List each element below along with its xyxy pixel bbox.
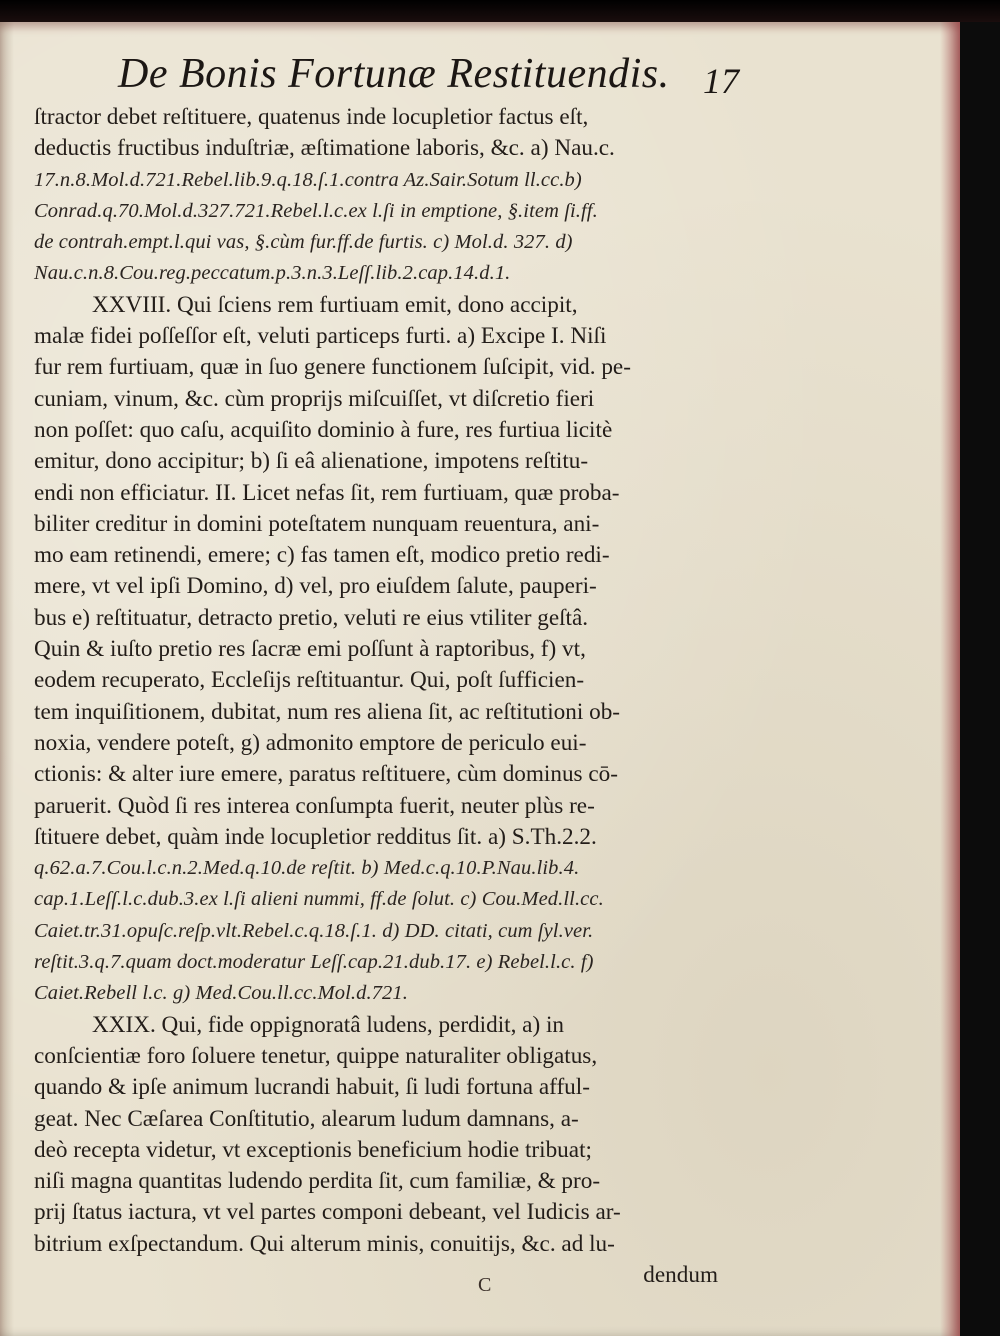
text-line: ſtractor debet reſtituere, quatenus inde locupletior factus eſt, — [34, 104, 589, 130]
text-line: Caiet.tr.31.opuſc.reſp.vlt.Rebel.c.q.18.ſ.1. d) DD. citati, cum ſyl.ver. — [34, 919, 594, 942]
text-line: emitur, dono accipitur; b) ſi eâ alienatione, impotens reſtitu- — [34, 448, 589, 475]
text-line: Nau.c.n.8.Cou.reg.peccatum.p.3.n.3.Leſſ.lib.2.cap.14.d.1. — [34, 262, 511, 285]
text-line: quando & ipſe animum lucrandi habuit, ſi ludi fortuna afful- — [34, 1074, 590, 1101]
text-line: bus e) reſtituatur, detracto pretio, veluti re eius vtiliter geſtâ. — [34, 604, 589, 631]
text-line: q.62.a.7.Cou.l.c.n.2.Med.q.10.de reſtit. b) Med.c.q.10.P.Nau.lib.4. — [34, 857, 580, 880]
text-line: XXVIII. Qui ſciens rem furtiuam emit, dono accipit, — [92, 291, 578, 318]
text-line: Conrad.q.70.Mol.d.327.721.Rebel.l.c.ex l.ſi in emptione, §.item ſi.ff. — [34, 199, 598, 222]
text-line: tem inquiſitionem, dubitat, num res aliena ſit, ac reſtitutioni ob- — [34, 698, 621, 725]
text-line: fur rem furtiuam, quæ in ſuo genere functionem ſuſcipit, vid. pe- — [34, 354, 631, 381]
text-line: cuniam, vinum, &c. cùm proprijs miſcuiſſet, vt diſcretio fieri — [34, 385, 595, 412]
text-line: 17.n.8.Mol.d.721.Rebel.lib.9.q.18.ſ.1.contra Az.Sair.Sotum ll.cc.b) — [34, 168, 582, 191]
text-line: malæ fidei poſſeſſor eſt, veluti particeps furti. a) Excipe I. Niſi — [34, 323, 607, 350]
text-line: endi non efficiatur. II. Licet nefas ſit, rem furtiuam, quæ proba- — [34, 479, 620, 506]
body-text — [34, 102, 724, 1291]
running-title: De Bonis Fortunæ Restituendis. — [118, 51, 670, 97]
text-line: niſi magna quantitas ludendo perdita ſit, cum familiæ, & pro- — [34, 1168, 601, 1195]
text-line: ctionis: & alter iure emere, paratus reſtituere, cùm dominus cō- — [34, 761, 618, 788]
text-line: deductis fructibus induſtriæ, æſtimatione laboris, &c. a) Nau.c. — [34, 135, 615, 162]
text-line: prij ſtatus iactura, vt vel partes componi debeant, vel Iudicis ar- — [34, 1199, 621, 1226]
page-header — [118, 50, 918, 110]
text-line: Caiet.Rebell l.c. g) Med.Cou.ll.cc.Mol.d.721. — [34, 982, 408, 1005]
text-line: non poſſet: quo caſu, acquiſito dominio à fure, res furtiua licitè — [34, 416, 613, 443]
text-line: de contrah.empt.l.qui vas, §.cùm fur.ff.de furtis. c) Mol.d. 327. d) — [34, 231, 573, 254]
book-page — [0, 22, 960, 1336]
text-line: biliter creditur in domini poteſtatem nunquam reuentura, ani- — [34, 510, 600, 537]
text-line: deò recepta videtur, vt exceptionis beneficium hodie tribuat; — [34, 1136, 592, 1163]
text-line: paruerit. Quòd ſi res interea conſumpta fuerit, neuter plùs re- — [34, 792, 595, 819]
text-line: cap.1.Leſſ.l.c.dub.3.ex l.ſi alieni nummi, ff.de ſolut. c) Cou.Med.ll.cc. — [34, 888, 604, 911]
signature-mark: C — [478, 1274, 492, 1296]
page-edge-red — [940, 22, 960, 1336]
text-line: noxia, vendere poteſt, g) admonito emptore de periculo eui- — [34, 729, 587, 756]
text-line: bitrium exſpectandum. Qui alterum minis, conuitijs, &c. ad lu- — [34, 1230, 615, 1257]
text-line: Quin & iuſto pretio res ſacræ emi poſſunt à raptoribus, f) vt, — [34, 636, 586, 663]
text-line: ſtituere debet, quàm inde locupletior redditus ſit. a) S.Th.2.2. — [34, 823, 597, 850]
scan-border-top — [0, 0, 1000, 22]
text-line: mere, vt vel ipſi Domino, d) vel, pro eiuſdem ſalute, pauperi- — [34, 573, 597, 600]
text-line: reſtit.3.q.7.quam doct.moderatur Leſſ.cap.21.dub.17. e) Rebel.l.c. f) — [34, 951, 594, 974]
text-line: XXIX. Qui, fide oppignoratâ ludens, perdidit, a) in — [92, 1011, 565, 1038]
text-line: conſcientiæ foro ſoluere tenetur, quippe naturaliter obligatus, — [34, 1042, 598, 1069]
text-line: dendum — [643, 1261, 718, 1288]
page-number: 17 — [703, 61, 739, 101]
text-line: mo eam retinendi, emere; c) fas tamen eſt, modico pretio redi- — [34, 542, 610, 569]
text-line: geat. Nec Cæſarea Conſtitutio, alearum ludum damnans, a- — [34, 1105, 579, 1132]
page-gutter-shadow — [0, 22, 14, 1336]
text-line: eodem recuperato, Eccleſijs reſtituantur. Qui, poſt ſufficien- — [34, 667, 585, 694]
